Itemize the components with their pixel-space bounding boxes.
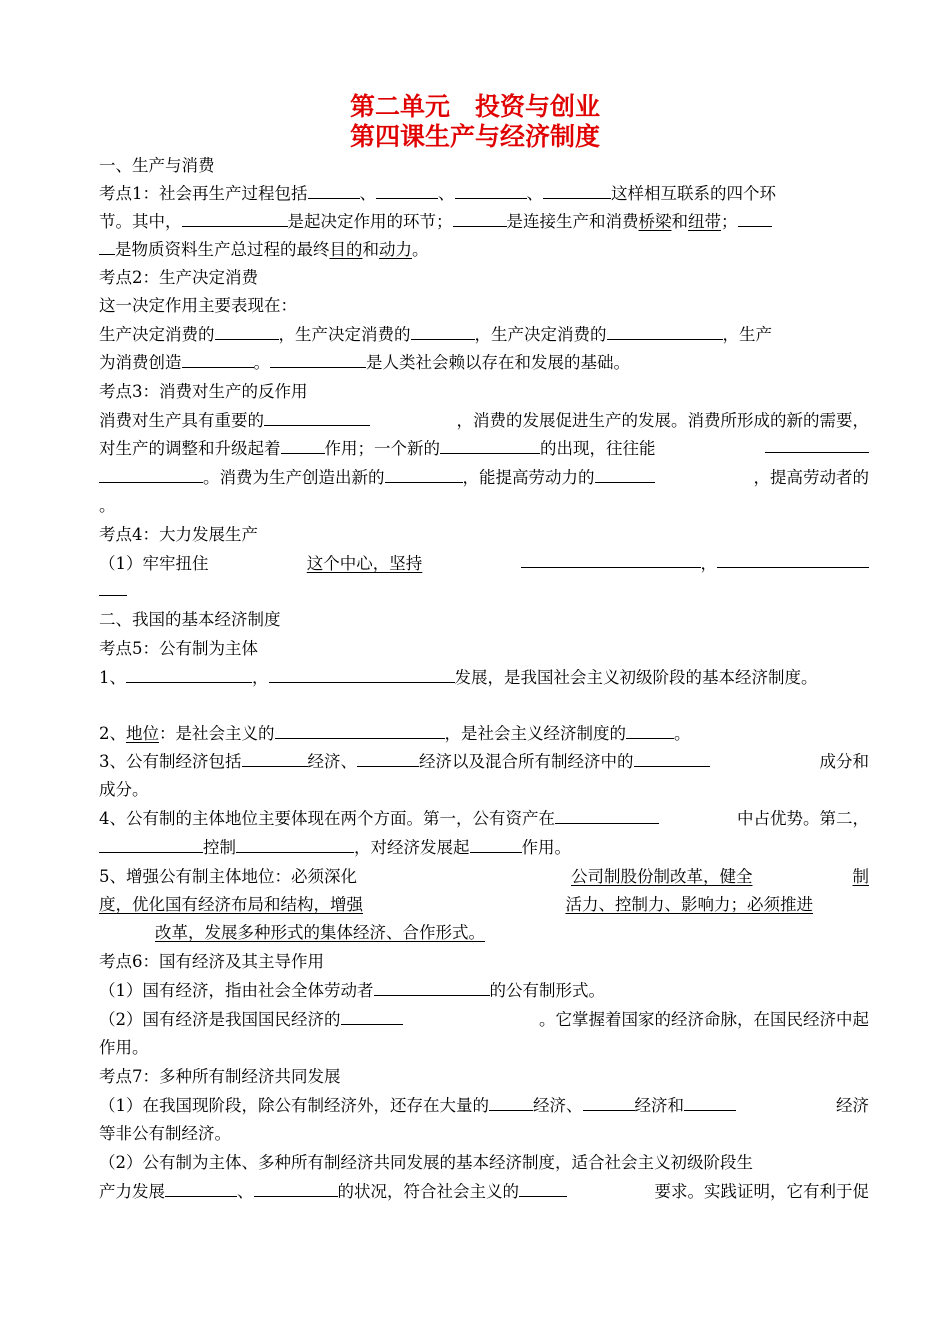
text: 公司制股份制改革，健全 [571,867,753,886]
text: 产力发展 [99,1182,165,1201]
text: 。 [253,353,270,372]
paragraph-line [99,808,869,830]
fill-blank[interactable] [215,325,279,340]
fill-blank[interactable] [411,325,475,340]
text: 活力、控制力、影响力；必须推进 [565,895,813,914]
text: 节。其中， [99,212,182,231]
section-heading: 一、生产与消费 [99,156,215,175]
text: 为消费创造 [99,353,182,372]
fill-blank[interactable] [595,468,655,483]
paragraph-line: 这一决定作用主要表现在： [99,296,297,315]
text: 是人类社会赖以存在和发展的基础。 [366,353,630,372]
fill-blank[interactable] [519,1182,567,1197]
fill-blank[interactable] [269,668,455,683]
text: 2、 [99,724,126,743]
paragraph-line [99,352,630,374]
fill-blank[interactable] [376,184,438,199]
fill-blank[interactable] [607,325,723,340]
point-heading: 考点3：消费对生产的反作用 [99,382,308,401]
text: 和 [671,212,688,231]
fill-blank[interactable] [738,212,772,227]
fill-blank[interactable] [543,184,611,199]
fill-blank[interactable] [99,468,203,483]
paragraph-line [99,211,772,233]
fill-blank[interactable] [99,240,115,255]
paragraph-line: 作用。 [99,1038,149,1057]
fill-blank[interactable] [634,752,710,767]
fill-blank[interactable] [341,1010,403,1025]
point-heading: 考点6：国有经济及其主导作用 [99,952,324,971]
paragraph-line [99,866,869,888]
fill-blank[interactable] [270,353,366,368]
fill-blank[interactable] [374,981,490,996]
paragraph-line: （2）公有制为主体、多种所有制经济共同发展的基本经济制度，适合社会主义初级阶段生 [99,1153,753,1172]
underlined-term: 目的 [329,240,363,259]
paragraph-line [99,553,869,575]
fill-blank[interactable] [182,212,288,227]
fill-blank[interactable] [236,838,354,853]
paragraph-line [99,467,869,489]
text: 是起决定作用的环节； [287,212,453,231]
text: ，对经济发展起 [354,838,470,857]
paragraph-line [99,1009,869,1031]
text: 发展，是我国社会主义初级阶段的基本经济制度。 [454,668,818,687]
fill-blank[interactable] [583,1096,635,1111]
text: ，提高劳动者的 [753,468,869,487]
text: 作用；一个新的 [324,439,440,458]
text: （1）国有经济，指由社会全体劳动者 [99,981,374,1000]
text: 成分和 [819,752,869,771]
paragraph-line [99,980,605,1002]
fill-blank[interactable] [165,1182,237,1197]
text: ，生产 [722,325,772,344]
text: ，是社会主义经济制度的 [444,724,626,743]
text: ，能提高劳动力的 [462,468,595,487]
text: ，消费的发展促进生产的发展。消费所形成的新的需要， [456,411,869,430]
paragraph-line [99,183,776,205]
fill-blank[interactable] [521,553,701,568]
point-heading: 考点2：生产决定消费 [99,268,258,287]
fill-blank[interactable] [555,809,659,824]
text: 。 [412,240,429,259]
fill-blank[interactable] [357,752,419,767]
paragraph-line [99,324,772,346]
text: 。 [674,724,691,743]
text: 是连接生产和消费 [506,212,639,231]
paragraph-line [99,410,869,432]
text: ，生产决定消费的 [278,325,411,344]
fill-blank[interactable] [182,353,254,368]
paragraph-line [99,667,818,689]
text: 是物质资料生产总过程的最终 [115,240,330,259]
text: 和 [362,240,379,259]
underlined-term: 地位 [126,724,159,743]
text: 改革，发展多种形式的集体经济、合作形式。 [155,923,485,942]
section-heading: 二、我国的基本经济制度 [99,610,281,629]
text: ， [252,668,269,687]
point-heading: 考点5：公有制为主体 [99,639,258,658]
underlined-answer [357,866,869,888]
text: ； [721,212,738,231]
text: 度，优化国有经济布局和结构，增强 [99,895,363,914]
text: 。消费为生产创造出新的 [203,468,385,487]
text: 经济、 [533,1096,583,1115]
paragraph-line [99,1095,869,1117]
text: 、 [237,1182,254,1201]
text: 、 [526,184,543,203]
paragraph-line [99,751,869,773]
paragraph-line [99,1181,869,1203]
fill-blank[interactable] [470,838,522,853]
text: ， [700,554,717,573]
text: 这个中心，坚持 [306,554,423,573]
text: 的状况，符合社会主义的 [337,1182,519,1201]
fill-blank[interactable] [626,724,674,739]
text: 对生产的调整和升级起着 [99,439,281,458]
paragraph-line [99,922,485,944]
fill-blank[interactable] [455,184,527,199]
text: 生产决定消费的 [99,325,215,344]
text: 3、公有制经济包括 [99,752,242,771]
underlined-answer [209,553,521,575]
text: （2）国有经济是我国国民经济的 [99,1010,341,1029]
text: （1）在我国现阶段，除公有制经济外，还存在大量的 [99,1096,489,1115]
fill-blank[interactable] [242,752,308,767]
text: 经济、 [307,752,357,771]
fill-blank[interactable] [489,1096,533,1111]
fill-blank[interactable] [684,1096,736,1111]
text: ：是社会主义的 [159,724,275,743]
text: 这样相互联系的四个环 [611,184,776,203]
unit-title: 第二单元 投资与创业 [349,92,600,121]
fill-blank[interactable] [385,468,463,483]
paragraph-line [99,837,571,859]
paragraph-line: 。 [99,496,116,515]
text: 5、增强公有制主体地位：必须深化 [99,867,357,886]
fill-blank[interactable] [440,439,540,454]
text: 控制 [203,838,236,857]
text: 作用。 [521,838,571,857]
underlined-answer [99,923,485,942]
text: 消费对生产具有重要的 [99,411,264,430]
paragraph-line [99,239,429,261]
point-heading: 考点7：多种所有制经济共同发展 [99,1067,341,1086]
fill-blank[interactable] [717,553,869,568]
fill-blank[interactable] [254,1182,338,1197]
text: 经济 [836,1096,869,1115]
text: 1、 [99,668,126,687]
underlined-term: 桥梁 [638,212,672,231]
text: 中占优势。第二， [737,809,869,828]
fill-blank[interactable] [99,838,203,853]
fill-blank[interactable] [126,668,252,683]
fill-blank[interactable] [281,439,325,454]
text: 经济和 [634,1096,684,1115]
text: （1）牢牢扭住 [99,554,209,573]
paragraph-line [99,723,691,745]
text: 制 [852,867,869,886]
paragraph-line [99,438,869,460]
text: 要求。实践证明，它有利于促 [654,1182,869,1201]
paragraph-line [99,580,127,602]
lesson-title: 第四课生产与经济制度 [349,122,600,151]
text: 。它掌握着国家的经济命脉，在国民经济中起 [539,1010,869,1029]
fill-blank[interactable] [264,411,370,426]
point-label: 考点1： [99,184,159,203]
text: 的公有制形式。 [489,981,605,1000]
text: 经济以及混合所有制经济中的 [419,752,634,771]
fill-blank[interactable] [275,724,445,739]
point-heading: 考点4：大力发展生产 [99,525,258,544]
fill-blank[interactable] [308,184,360,199]
underlined-term: 纽带 [688,212,721,231]
underlined-answer [99,894,869,916]
fill-blank[interactable] [765,438,869,453]
text: 社会再生产过程包括 [159,184,308,203]
fill-blank[interactable] [99,581,127,596]
paragraph-line [99,894,869,916]
underlined-term: 动力 [379,240,412,259]
paragraph-line: 等非公有制经济。 [99,1124,231,1143]
fill-blank[interactable] [453,212,507,227]
paragraph-line: 成分。 [99,780,149,799]
text: 、 [438,184,455,203]
text: ，生产决定消费的 [474,325,607,344]
text: 的出现，往往能 [540,439,656,458]
text: 、 [359,184,376,203]
text: 4、公有制的主体地位主要体现在两个方面。第一，公有资产在 [99,809,555,828]
